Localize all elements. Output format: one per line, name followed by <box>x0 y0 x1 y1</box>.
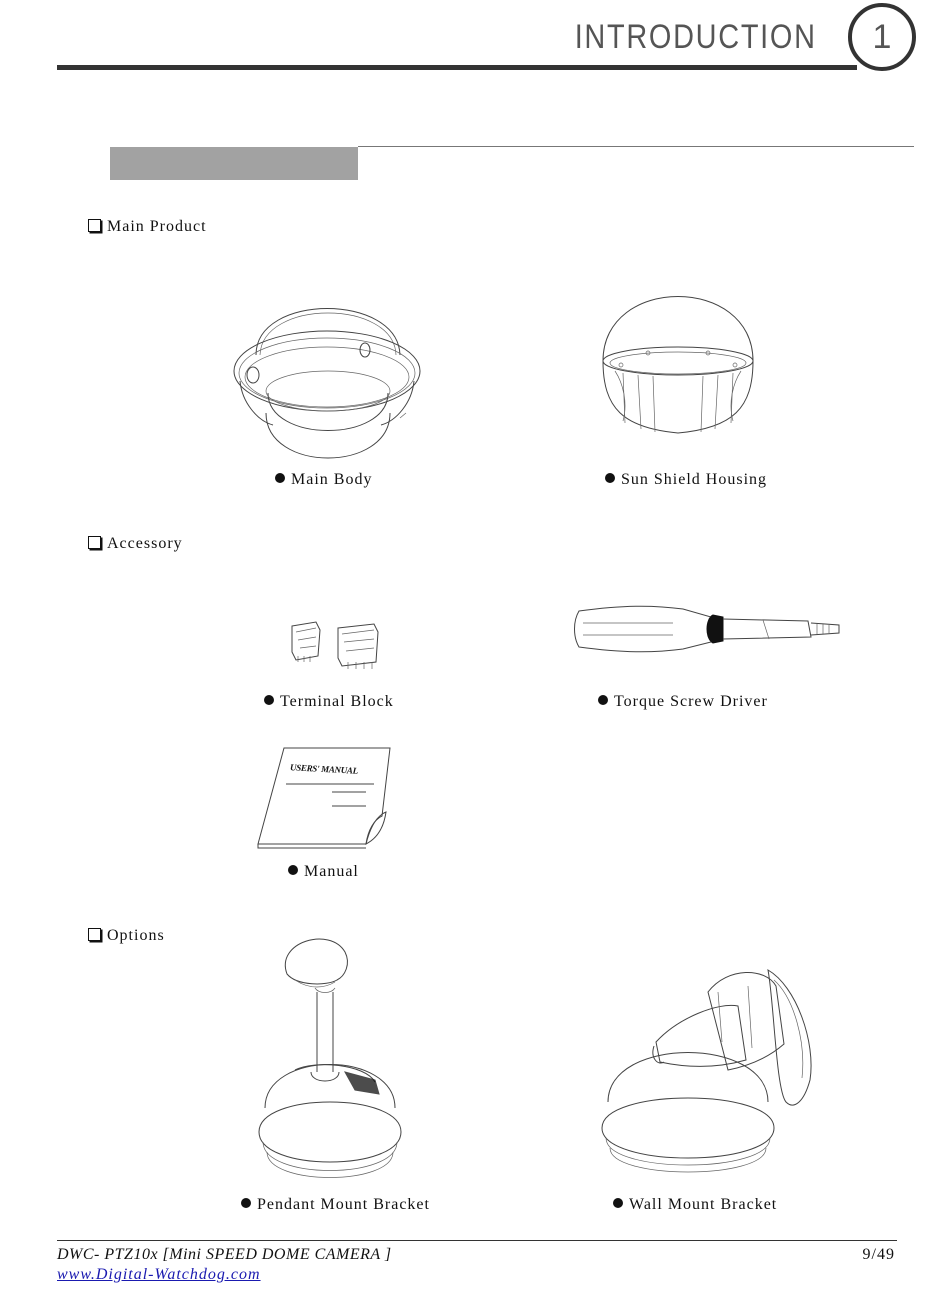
caption-terminal-block: Terminal Block <box>264 693 394 711</box>
checkbox-icon <box>88 219 101 232</box>
bullet-icon <box>275 473 285 483</box>
caption-sun-shield-housing: Sun Shield Housing <box>605 471 767 489</box>
caption-manual: Manual <box>288 863 359 881</box>
footer-rule <box>57 1240 897 1241</box>
caption-pendant-mount-bracket: Pendant Mount Bracket <box>241 1196 430 1214</box>
pendant-mount-bracket-image <box>255 932 405 1190</box>
section-tab <box>110 147 358 180</box>
bullet-icon <box>598 695 608 705</box>
bullet-icon <box>241 1198 251 1208</box>
manual-image <box>254 744 396 850</box>
checkbox-icon <box>88 928 101 941</box>
sun-shield-housing-image <box>593 283 763 443</box>
terminal-block-image <box>288 618 388 673</box>
caption-main-body: Main Body <box>275 471 372 489</box>
main-body-image <box>228 283 428 473</box>
heading-main-product: Main Product <box>88 218 207 236</box>
section-rule <box>358 146 914 147</box>
page-number: 9/49 <box>862 1246 895 1263</box>
wall-mount-bracket-image <box>598 962 820 1188</box>
bullet-icon <box>613 1198 623 1208</box>
footer-product-title: DWC- PTZ10x [Mini SPEED DOME CAMERA ] <box>57 1246 392 1263</box>
caption-wall-mount-bracket: Wall Mount Bracket <box>613 1196 777 1214</box>
caption-torque-screw-driver: Torque Screw Driver <box>598 693 768 711</box>
heading-options: Options <box>88 927 165 945</box>
bullet-icon <box>264 695 274 705</box>
header-rule <box>57 65 857 70</box>
torque-screw-driver-image <box>573 603 845 655</box>
manual-cover-text: USERS' MANUAL <box>289 762 359 776</box>
checkbox-icon <box>88 536 101 549</box>
footer-website-link[interactable]: www.Digital-Watchdog.com <box>57 1266 261 1283</box>
heading-accessory: Accessory <box>88 535 183 553</box>
section-title: INTRODUCTION <box>575 18 817 56</box>
bullet-icon <box>605 473 615 483</box>
bullet-icon <box>288 865 298 875</box>
chapter-number: 1 <box>848 3 916 71</box>
